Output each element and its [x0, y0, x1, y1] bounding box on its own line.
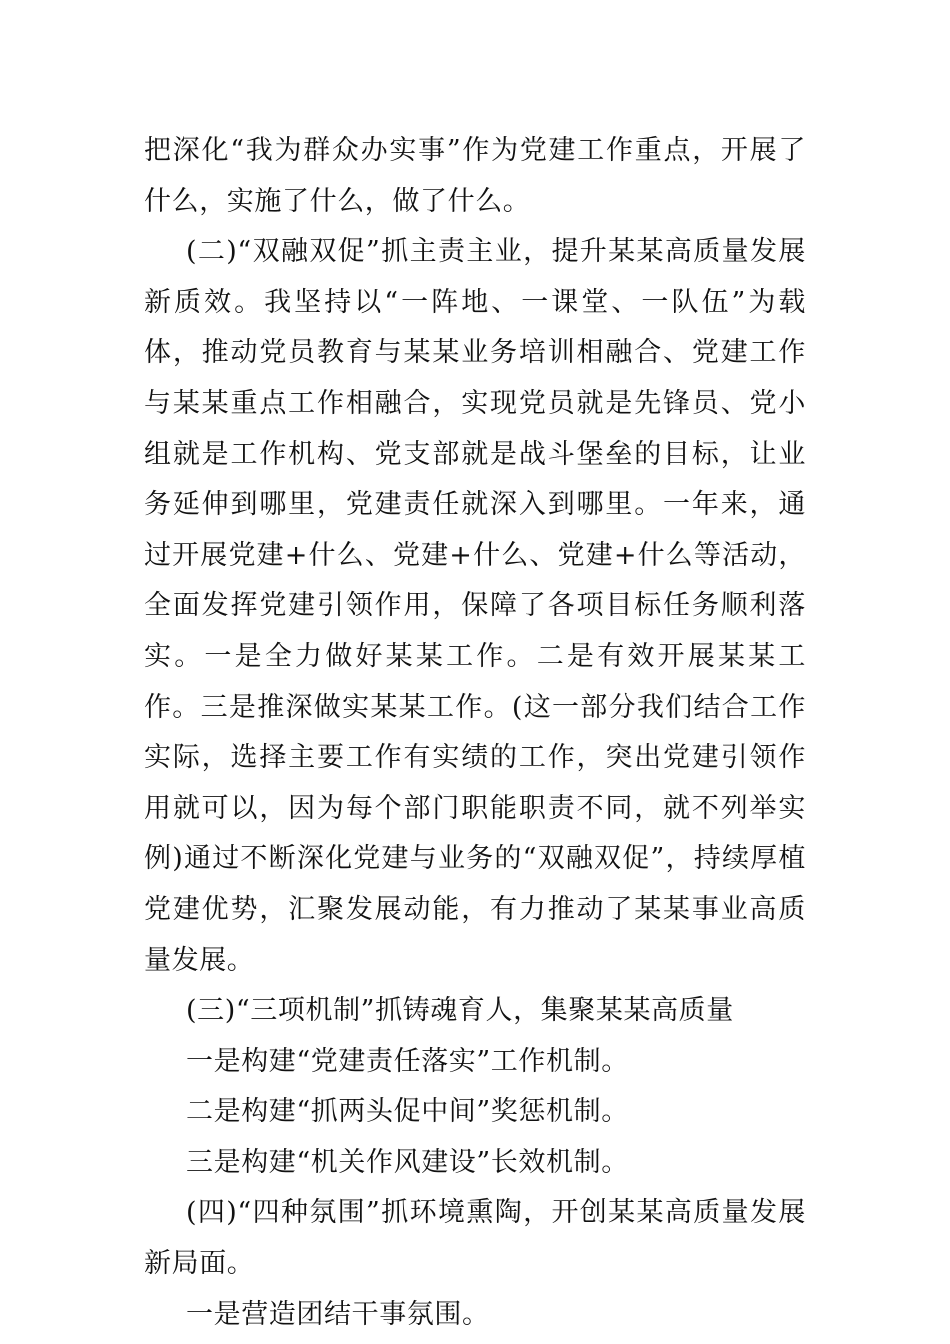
document-body	[144, 126, 806, 1340]
paragraph-section-4-heading: (四)“四种氛围”抓环境熏陶，开创某某高质量发展新局面。	[144, 1197, 806, 1280]
paragraph-mechanism-1: 一是构建“党建责任落实”工作机制。	[186, 1045, 629, 1077]
paragraph-section-3-heading: (三)“三项机制”抓铸魂育人，集聚某某高质量	[186, 995, 734, 1027]
paragraph-mechanism-2: 二是构建“抓两头促中间”奖惩机制。	[186, 1096, 629, 1128]
paragraph-continuation: 把深化“我为群众办实事”作为党建工作重点，开展了什么，实施了什么，做了什么。	[144, 135, 806, 217]
paragraph-mechanism-3: 三是构建“机关作风建设”长效机制。	[186, 1146, 629, 1178]
paragraph-atmosphere-1: 一是营造团结干事氛围。	[186, 1298, 490, 1330]
paragraph-section-2: (二)“双融双促”抓主责主业，提升某某高质量发展新质效。我坚持以“一阵地、一课堂、一队伍”为载体，推动党员教育与某某业务培训相融合、党建工作与某某重点工作相融合，实现党员就是先锋员、党小组就是工作机构、党支部就是战斗堡垒的目标，让业务延伸到哪里，党建责任就深入到哪里。一年来，通过开展党建+什么、党建+什么、党建+什么等活动，全面发挥党建引领作用，保障了各项目标任务顺利落实。一是全力做好某某工作。二是有效开展某某工作。三是推深做实某某工作。(这一部分我们结合工作实际，选择主要工作有实绩的工作，突出党建引领作用就可以，因为每个部门职能职责不同，就不列举实例)通过不断深化党建与业务的“双融双促”，持续厚植党建优势，汇聚发展动能，有力推动了某某事业高质量发展。	[144, 236, 806, 976]
